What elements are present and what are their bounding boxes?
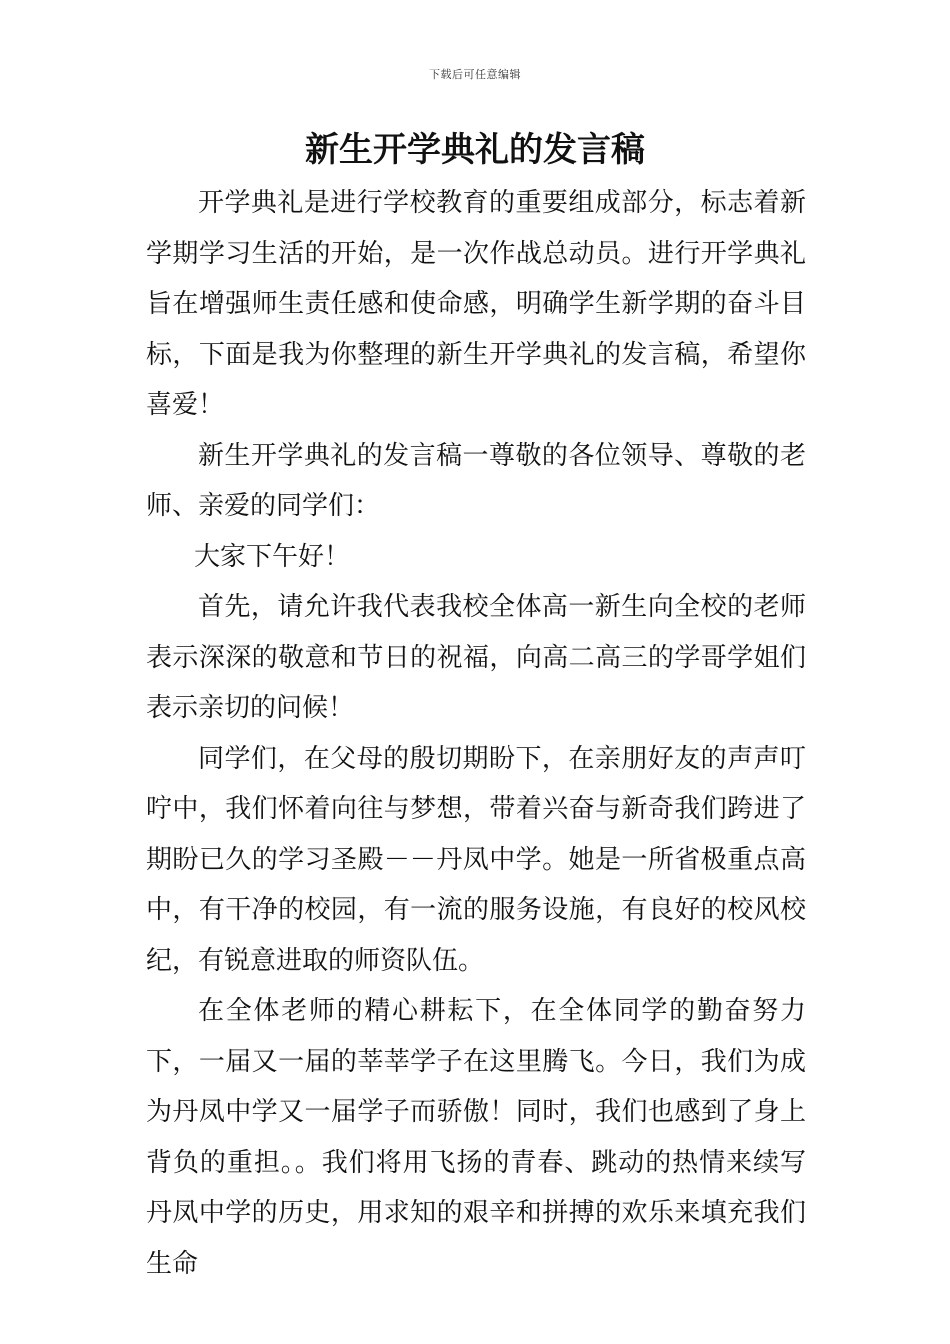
header-note: 下载后可任意编辑 [429, 68, 521, 81]
paragraph-salutation: 新生开学典礼的发言稿一尊敬的各位领导、尊敬的老师、亲爱的同学们： [146, 440, 806, 521]
paragraph-intro: 开学典礼是进行学校教育的重要组成部分，标志着新学期学习生活的开始，是一次作战总动员。进行开学典礼旨在增强师生责任感和使命感，明确学生新学期的奋斗目标，下面是我为你整理的新生开学典礼的发言稿，希望你喜爱！ [146, 188, 806, 420]
paragraph-greeting: 大家下午好！ [194, 541, 351, 572]
paragraph-school: 同学们，在父母的殷切期盼下，在亲朋好友的声声叮咛中，我们怀着向往与梦想，带着兴奋与新奇我们跨进了期盼已久的学习圣殿－－丹凤中学。她是一所省极重点高中，有干净的校园，有一流的服务设施，有良好的校风校纪，有锐意进取的师资队伍。 [146, 743, 806, 976]
paragraph-respects: 首先，请允许我代表我校全体高一新生向全校的老师表示深深的敬意和节日的祝福，向高二高三的学哥学姐们表示亲切的问候！ [146, 592, 806, 723]
document-title: 新生开学典礼的发言稿 [305, 130, 645, 170]
paragraph-pride: 在全体老师的精心耕耘下，在全体同学的勤奋努力下，一届又一届的莘莘学子在这里腾飞。今日，我们为成为丹凤中学又一届学子而骄傲！同时，我们也感到了身上背负的重担。。我们将用飞扬的青春、跳动的热情来续写丹凤中学的历史，用求知的艰辛和拼搏的欢乐来填充我们生命 [146, 996, 806, 1279]
document-body [146, 178, 806, 1289]
